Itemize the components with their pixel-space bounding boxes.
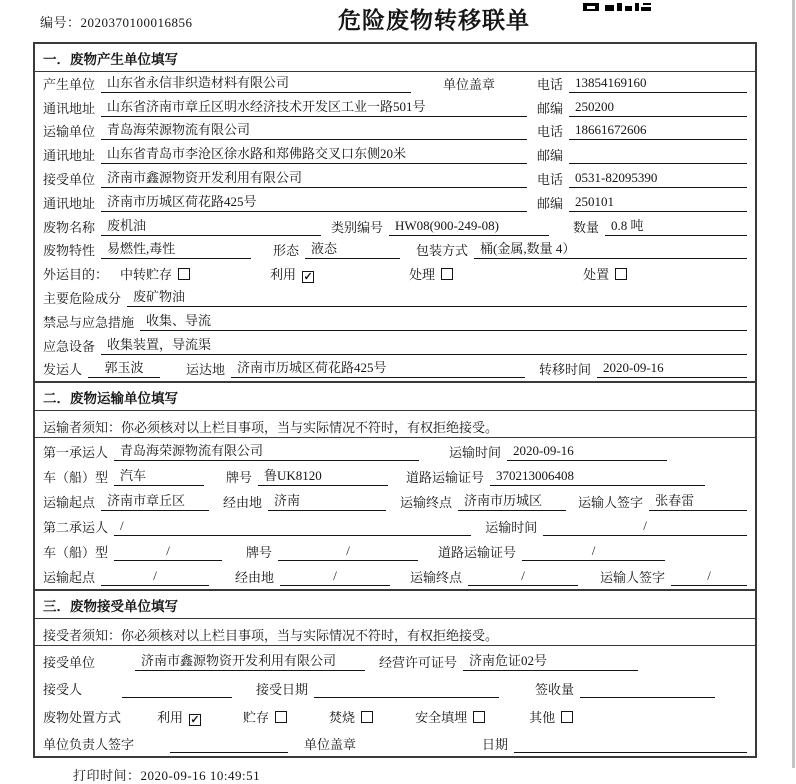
dest-label: 运达地 (186, 362, 226, 378)
amount-value (580, 682, 715, 698)
vehicle2-value: / (114, 543, 222, 561)
origin-label: 运输起点 (43, 570, 96, 586)
packing-label: 包装方式 (416, 243, 469, 259)
accept-unit-label: 接受单位 (43, 654, 96, 670)
purpose-option-treat (409, 264, 453, 283)
qty-value: 0.8 吨 (605, 215, 747, 236)
phone-label: 电话 (537, 171, 564, 187)
option-label: 处理 (409, 267, 436, 283)
page-edge (792, 0, 795, 768)
producer-label: 产生单位 (43, 76, 96, 92)
carrier1-value: 青岛海荣源物流有限公司 (114, 440, 419, 461)
via2-value: / (280, 568, 390, 586)
option-label: 焚烧 (329, 709, 356, 725)
purpose-option-dispose (583, 264, 627, 283)
row-carrier2 (35, 514, 755, 539)
purpose-option-transfer (120, 264, 190, 283)
shipper-value: 郭玉波 (88, 357, 160, 378)
end-label: 运输终点 (410, 570, 463, 586)
checkbox-unchecked (361, 711, 373, 723)
packing-value: 桶(金属,数量 4） (474, 238, 747, 259)
end-label: 运输终点 (400, 494, 453, 510)
receiver-zip-value: 250101 (569, 194, 747, 212)
producer-phone-value: 13854169160 (569, 75, 747, 93)
transporter-phone-group (537, 121, 747, 140)
print-time-value: 2020-09-16 10:49:51 (140, 768, 261, 784)
category-label: 类别编号 (330, 219, 383, 235)
carrier2-label: 第二承运人 (43, 520, 109, 536)
vehicle-label: 车（船）型 (43, 545, 109, 561)
via-label: 经由地 (223, 494, 263, 510)
accept-date-label: 接受日期 (256, 682, 309, 698)
section-receiver (33, 589, 757, 758)
section-receiver-header: 三．废物接受单位填写 (35, 591, 755, 619)
origin1-value: 济南市章丘区 (101, 490, 209, 511)
check-mark: ✓ (190, 713, 200, 726)
print-time-label: 打印时间： (73, 768, 141, 784)
option-label: 处置 (583, 267, 610, 283)
traits-value: 易燃性,毒性 (101, 238, 251, 259)
plate2-value: / (278, 543, 418, 561)
row-receiver (35, 167, 755, 191)
permit1-value: 370213006408 (490, 468, 705, 486)
producer-phone-group (537, 74, 747, 93)
taboo-label: 禁忌与应急措施 (43, 314, 135, 330)
section-transport-header: 二．废物运输单位填写 (35, 383, 755, 411)
doc-number-value: 2020370100016856 (80, 15, 193, 30)
permit2-value: / (522, 543, 665, 561)
producer-value: 山东省永信非织造材料有限公司 (101, 72, 411, 93)
origin2-value: / (101, 568, 209, 586)
doc-number (40, 12, 193, 31)
sign-label: 运输人签字 (600, 570, 666, 586)
transporter-zip-value (569, 148, 747, 164)
hazard-value: 废矿物油 (127, 286, 747, 307)
receiver-label: 接受单位 (43, 171, 96, 187)
row-receiver-address (35, 191, 755, 215)
row-transporter-address (35, 143, 755, 167)
permit-label: 道路运输证号 (438, 545, 517, 561)
producer-zip-value: 250200 (569, 99, 747, 117)
address-label: 通讯地址 (43, 148, 96, 164)
address-label: 通讯地址 (43, 100, 96, 116)
checkbox-unchecked (178, 268, 190, 280)
row-taboo (35, 310, 755, 334)
category-value: HW08(900-249-08) (389, 218, 549, 236)
print-time (73, 765, 757, 784)
row-producer-address (35, 96, 755, 120)
row-equipment (35, 334, 755, 358)
hazard-label: 主要危险成分 (43, 290, 122, 306)
row-accept-unit (35, 646, 755, 674)
waste-name-value: 废机油 (101, 215, 321, 236)
section-transport (33, 381, 757, 591)
unit-seal-label: 单位盖章 (304, 737, 357, 753)
row-shipper (35, 358, 755, 382)
receiver-notice: 接受者须知：你必须核对以上栏目事项，当与实际情况不符时，有权拒绝接受。 (35, 619, 755, 646)
transporter-label: 运输单位 (43, 124, 96, 140)
receiver-phone-value: 0531-82095390 (569, 170, 747, 188)
producer-zip-group (537, 98, 747, 117)
origin-label: 运输起点 (43, 494, 96, 510)
zip-label: 邮编 (537, 100, 564, 116)
transfer-time-value: 2020-09-16 (597, 360, 747, 378)
option-label: 利用 (157, 709, 184, 725)
carrier1-label: 第一承运人 (43, 444, 109, 460)
row-carrier1 (35, 438, 755, 463)
date-label: 日期 (482, 737, 509, 753)
row-producer (35, 72, 755, 96)
row-waste-traits (35, 239, 755, 263)
row-vehicle2 (35, 539, 755, 564)
checkbox-unchecked (441, 268, 453, 280)
checkbox-unchecked (275, 711, 287, 723)
traits-label: 废物特性 (43, 243, 96, 259)
row-route2 (35, 564, 755, 589)
qty-label: 数量 (573, 219, 600, 235)
row-hazard (35, 286, 755, 310)
row-vehicle1 (35, 464, 755, 489)
accept-date-value (314, 682, 499, 698)
checkbox-checked (302, 271, 314, 283)
checkbox-unchecked (561, 711, 573, 723)
plate-label: 牌号 (246, 545, 273, 561)
receiver-value: 济南市鑫源物资开发利用有限公司 (101, 167, 527, 188)
option-label: 利用 (270, 267, 297, 283)
vehicle1-value: 汽车 (114, 465, 204, 486)
plate-label: 牌号 (226, 469, 253, 485)
end1-value: 济南市历城区 (458, 490, 566, 511)
address-label: 通讯地址 (43, 195, 96, 211)
amount-label: 签收量 (535, 682, 575, 698)
dest-value: 济南市历城区荷花路425号 (231, 357, 525, 378)
accept-unit-value: 济南市鑫源物资开发利用有限公司 (135, 650, 365, 671)
section-producer-header: 一．废物产生单位填写 (35, 44, 755, 72)
checkbox-unchecked (615, 268, 627, 280)
disposal-option-incinerate (329, 707, 373, 726)
date-value (514, 737, 747, 753)
row-disposal (35, 701, 755, 729)
recipient-value (122, 682, 232, 698)
recipient-label: 接受人 (43, 682, 83, 698)
disposal-option-landfill (415, 707, 485, 726)
transport-time-label: 运输时间 (485, 520, 538, 536)
phone-label: 电话 (537, 76, 564, 92)
manifest-form (33, 42, 757, 784)
doc-number-label: 编号： (40, 15, 81, 30)
sign-label: 运输人签字 (578, 494, 644, 510)
row-route1 (35, 489, 755, 514)
taboo-value: 收集、导流 (140, 310, 747, 331)
plate1-value: 鲁UK8120 (258, 465, 388, 486)
head-sign-label: 单位负责人签字 (43, 737, 135, 753)
row-waste-name (35, 215, 755, 239)
end2-value: / (468, 568, 578, 586)
option-label: 中转贮存 (120, 267, 173, 283)
form-label: 形态 (273, 243, 300, 259)
disposal-option-store (243, 707, 287, 726)
sign2-value: / (671, 568, 747, 586)
transporter-zip-group (537, 145, 747, 164)
transport-notice: 运输者须知：你必须核对以上栏目事项，当与实际情况不符时，有权拒绝接受。 (35, 411, 755, 438)
via-label: 经由地 (235, 570, 275, 586)
via1-value: 济南 (268, 490, 386, 511)
receiver-zip-group (537, 193, 747, 212)
transfer-time-label: 转移时间 (538, 362, 591, 378)
seal-label: 单位盖章 (443, 76, 496, 92)
purpose-label: 外运目的： (43, 267, 109, 283)
transporter-value: 青岛海荣源物流有限公司 (101, 119, 527, 140)
license-label: 经营许可证号 (379, 654, 458, 670)
option-label: 其他 (529, 709, 556, 725)
head-sign-value (170, 737, 288, 753)
zip-label: 邮编 (537, 195, 564, 211)
check-mark: ✓ (303, 271, 313, 284)
transporter-address-value: 山东省青岛市李沧区徐水路和郑佛路交叉口东侧20米 (101, 143, 527, 164)
disposal-option-utilize (157, 707, 201, 726)
row-recipient (35, 674, 755, 702)
receiver-phone-group (537, 169, 747, 188)
zip-label: 邮编 (537, 148, 564, 164)
page-title: 危险废物转移联单 (338, 7, 530, 33)
disposal-label: 废物处置方式 (43, 709, 122, 725)
equipment-label: 应急设备 (43, 338, 96, 354)
row-transporter (35, 120, 755, 144)
license-value: 济南危证02号 (463, 650, 638, 671)
equipment-value: 收集装置，导流渠 (101, 334, 747, 355)
sign1-value: 张春雷 (649, 490, 747, 511)
option-label: 安全填埋 (415, 709, 468, 725)
checkbox-checked (189, 714, 201, 726)
permit-label: 道路运输证号 (406, 469, 485, 485)
section-producer (33, 42, 757, 383)
transport-time-label: 运输时间 (449, 444, 502, 460)
document-header (0, 0, 796, 40)
carrier2-value: / (114, 518, 471, 536)
producer-address-value: 山东省济南市章丘区明水经济技术开发区工业一路501号 (101, 96, 527, 117)
disposal-option-other (529, 707, 573, 726)
phone-label: 电话 (537, 124, 564, 140)
checkbox-unchecked (473, 711, 485, 723)
transport-time2-value: / (543, 518, 747, 536)
waste-name-label: 废物名称 (43, 219, 96, 235)
transport-time1-value: 2020-09-16 (507, 443, 667, 461)
form-value: 液态 (305, 238, 400, 259)
shipper-label: 发运人 (43, 362, 83, 378)
transporter-phone-value: 18661672606 (569, 122, 747, 140)
row-purpose (35, 262, 755, 286)
option-label: 贮存 (243, 709, 270, 725)
row-head-sign (35, 729, 755, 757)
purpose-option-utilize (270, 264, 314, 283)
vehicle-label: 车（船）型 (43, 469, 109, 485)
receiver-address-value: 济南市历城区荷花路425号 (101, 191, 527, 212)
